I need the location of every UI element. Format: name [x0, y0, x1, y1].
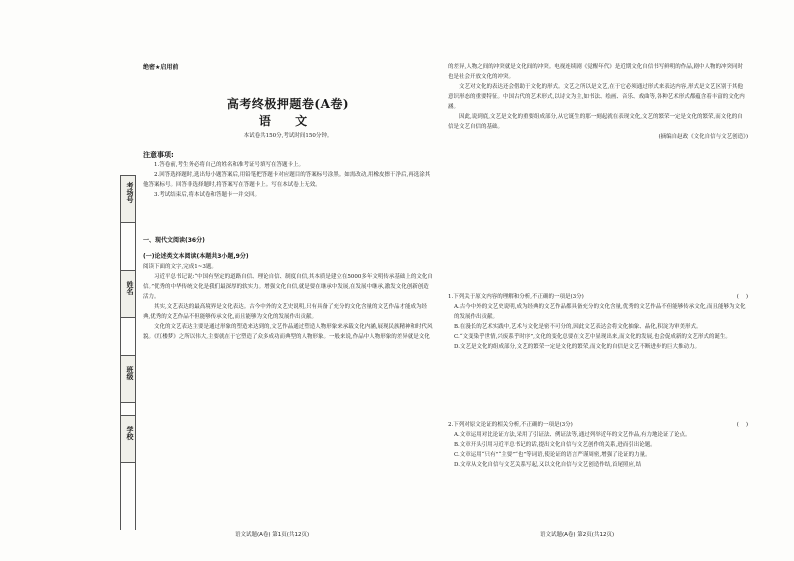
part1-heading: 一、现代文阅读(36分): [143, 237, 205, 244]
option-b[interactable]: B.文章开头引用习近平总书记的话,提出文化自信与文艺创作的关系,进而引出论题。: [454, 442, 656, 448]
passage-paragraph: 文艺对文化的表达还会借助于文化的形式。文艺之所以是文艺,在于它必须通过形式来表达内容,形式是文艺区别于其他意识形态的重要特征。中国古代的艺术形式,以诗文为主,如书法、绘画、音乐、戏曲等,各种艺术形式都蕴含着丰富的文化内涵。: [448, 84, 745, 110]
notice-list: [143, 160, 433, 200]
option-d[interactable]: D.文章从文化自信与文艺关系写起,又以文化自信与文艺创造作结,首尾照应,结: [454, 462, 642, 468]
option-c[interactable]: C.文章运用“只有”“主要”“也”等词语,使论证的语言严谨周密,增强了论证的力量。: [454, 452, 651, 458]
part1-instruction: 阅读下面的文字,完成1~3题。: [143, 264, 217, 270]
passage-source: (摘编自赵政《文化自信与文艺创造》): [658, 134, 748, 140]
strip-box-school: [121, 415, 135, 463]
question-2: [448, 420, 748, 470]
passage-paragraph: 其实,文艺表达的最高境界是文化表达。古今中外的文艺史说明,只有具备了充分的文化含量的文艺作品才能成为经典,优秀的文艺作品不但能够传承文化,而且能够为文化的发展作出贡献。: [143, 304, 428, 320]
strip-box-exam-room: [121, 175, 135, 223]
question-stem-text: 1.下列关于原文内容的理解和分析,不正确的一项是(3分): [448, 294, 584, 300]
strip-label-class: 班级: [126, 366, 134, 380]
strip-label-school: 学校: [126, 426, 134, 440]
strip-label-name: 姓名: [126, 281, 134, 295]
footer-left: 语文试题(A卷) 第1页(共12页): [235, 532, 310, 538]
option-a[interactable]: A.文章运用对比论证方法,采用了引证法、例证法等,通过列举近年的文艺作品,有力地论证了论点。: [454, 432, 691, 438]
question-1: [448, 292, 748, 352]
passage-paragraph: 的差异,人物之间的冲突就是文化间的冲突。电视连续剧《觉醒年代》是近期文化自信书写鲜明的作品,剧中人物的冲突同时也是社会开放文化的冲突。: [448, 64, 744, 80]
secret-label: 绝密★启用前: [143, 64, 179, 71]
passage-paragraph: 习近平总书记说:“中国有坚定的道路自信、理论自信、制度自信,其本质是建立在5000多年文明传承基础上的文化自信。”优秀的中华传统文化是我们最深厚的软实力。增强文化自信,就是要在继承中发展,在发展中继承,激发文化创新创造活力。: [143, 274, 433, 300]
strip-box-name: [121, 270, 135, 318]
answer-paren[interactable]: ( ): [736, 422, 748, 428]
notice-item: 3.考试结束后,将本试卷和答题卡一并交回。: [154, 192, 260, 198]
answer-paren[interactable]: ( ): [736, 294, 748, 300]
question-stem: [448, 420, 748, 430]
notice-heading: 注意事项:: [143, 151, 174, 159]
right-passage: [448, 62, 748, 142]
question-stem: [448, 292, 748, 302]
exam-meta: 本试卷共150分,考试时间150分钟。: [243, 133, 333, 139]
footer-right: 语文试题(A卷) 第2页(共12页): [540, 532, 615, 538]
binding-strip: [120, 175, 136, 530]
part1-subheading: (一)论述类文本阅读(本题共3小题,9分): [143, 253, 249, 260]
notice-item: 2.回答选择题时,选出每小题答案后,用铅笔把答题卡对应题目的答案标号涂黑。如需改动,用橡皮擦干净后,再选涂其他答案标号。回答非选择题时,将答案写在答题卡上。写在本试卷上无效。: [143, 172, 431, 188]
option-a[interactable]: A.古今中外的文艺史说明,成为经典的文艺作品都具备充分的文化含量,优秀的文艺作品不但能够传承文化,而且能够为文化的发展作出贡献。: [454, 304, 746, 320]
question-stem-text: 2.下列对原文论证的相关分析,不正确的一项是(3分): [448, 422, 573, 428]
exam-title: 高考终极押题卷(A卷): [226, 97, 350, 111]
passage-paragraph: 文化的文艺表达主要是通过形象的塑造来达到的,文艺作品通过塑造人物形象来承载文化内涵,展现民族精神和时代风貌。《红楼梦》之所以伟大,主要就在于它塑造了众多成功而典型的人物形象。一般来说,作品中人物形象的差异就是文化: [143, 324, 433, 340]
strip-box-class: [121, 355, 135, 403]
notice-item: 1.答卷前,考生务必将自己的姓名和准考证号填写在答题卡上。: [154, 162, 304, 168]
passage-paragraph: 因此,说到底,文艺是文化的重要组成部分,从它诞生的那一刻起就在表现文化,文艺的繁荣一定是文化的繁荣,而文化的自信是文艺自信的基础。: [448, 114, 743, 130]
option-c[interactable]: C.“文变染乎世情,兴废系乎时序”,文化的变化总要在文艺中显现出来,而文化的发展,也会促成新的文艺形式的诞生。: [454, 334, 731, 340]
option-b[interactable]: B.在漫长的艺术实践中,艺术与文化是密不可分的,因此文艺表达会将文化抽象、晶化,积淀为审美形式。: [454, 324, 702, 330]
exam-subject: 语 文: [258, 114, 318, 128]
option-d[interactable]: D.文艺是文化的组成部分,文艺的繁荣一定是文化的繁荣,而文化的自信是文艺不断进步的巨大推动力。: [454, 344, 700, 350]
part1-section: [143, 236, 433, 342]
strip-label-exam-room: 考场号: [126, 182, 134, 203]
